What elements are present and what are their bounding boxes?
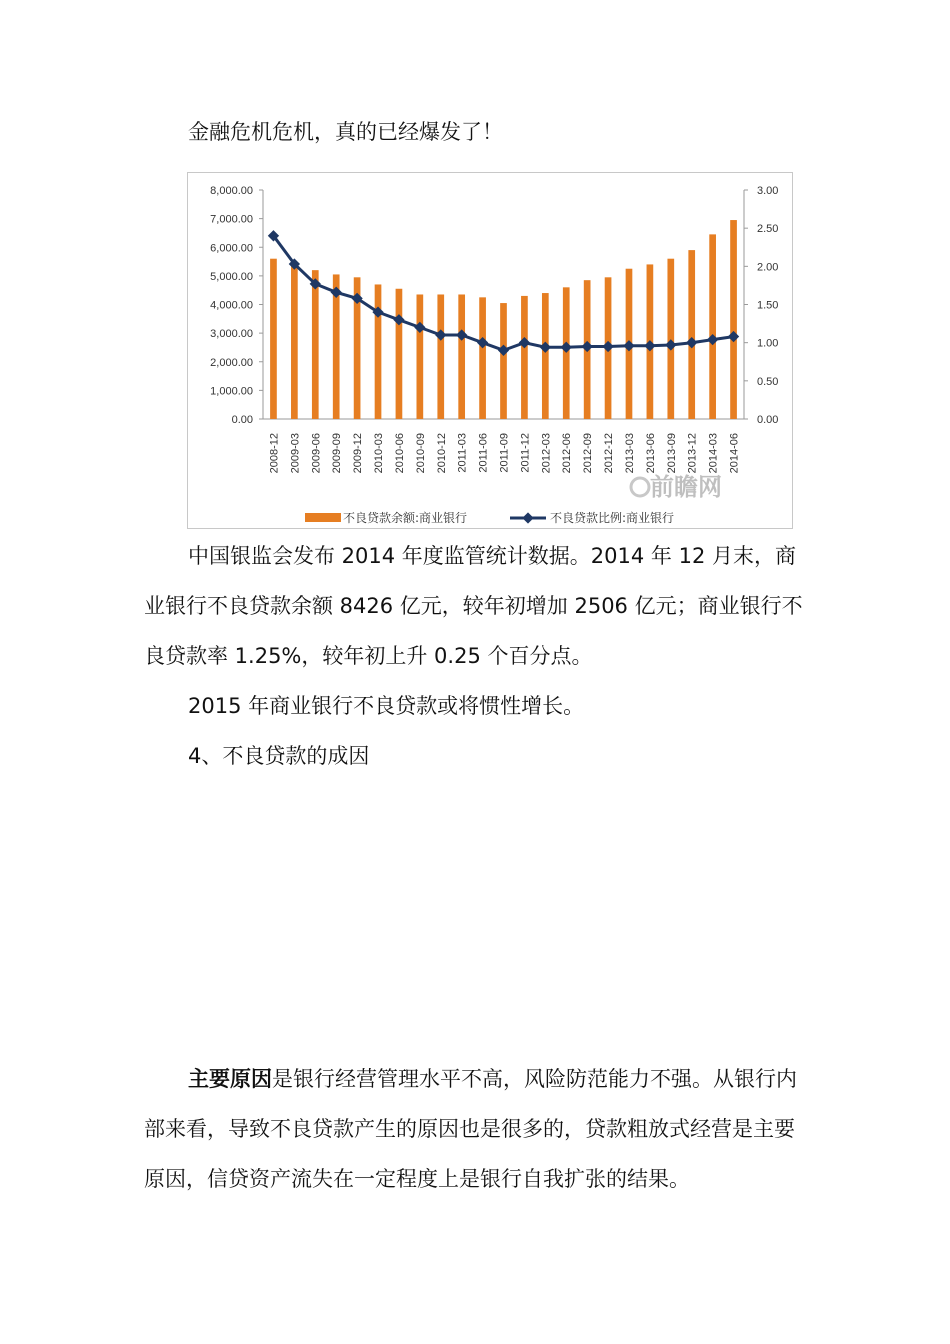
paragraph-forecast: 2015 年商业银行不良贷款或将惯性增长。 (188, 694, 585, 718)
line-point-npl-ratio (686, 337, 697, 348)
npl-chart (187, 172, 793, 529)
right-axis-tick-label: 0.50 (757, 375, 779, 388)
bar-npl-balance (437, 294, 444, 419)
x-axis-tick-label: 2014-03 (707, 433, 720, 474)
paragraph-statistics: 中国银监会发布 2014 年度监管统计数据。2014 年 12 月末，商业银行不良贷款余额 8426 亿元，较年初增加 2506 亿元；商业银行不良贷款率 1.25%，较年初上升 0.25 个百分点。 (144, 544, 803, 668)
x-axis-tick-label: 2011-09 (498, 433, 511, 473)
x-axis-tick-label: 2011-03 (456, 433, 469, 473)
line-point-npl-ratio (456, 329, 467, 340)
x-axis-tick-label: 2013-03 (623, 433, 636, 474)
watermark-logo (631, 478, 649, 496)
bar-npl-balance (479, 297, 486, 419)
watermark-text: 前瞻网 (650, 473, 722, 501)
right-axis-tick-label: 1.50 (757, 299, 779, 312)
x-axis-tick-label: 2013-12 (686, 433, 699, 474)
bar-npl-balance (542, 293, 549, 419)
npl-chart-svg (188, 173, 794, 530)
line-point-npl-ratio (728, 331, 739, 342)
line-point-npl-ratio (331, 287, 342, 298)
bar-npl-balance (417, 294, 424, 419)
x-axis-tick-label: 2012-03 (540, 433, 553, 474)
bar-npl-balance (270, 259, 277, 419)
line-point-npl-ratio (561, 342, 572, 353)
line-point-npl-ratio (393, 314, 404, 325)
x-axis-tick-label: 2010-03 (373, 433, 386, 474)
bar-npl-balance (730, 220, 737, 419)
right-axis-tick-label: 2.50 (757, 223, 779, 236)
line-point-npl-ratio (519, 337, 530, 348)
x-axis-tick-label: 2010-06 (393, 433, 406, 474)
x-axis-tick-label: 2013-06 (644, 433, 657, 474)
bar-npl-balance (312, 270, 319, 419)
bar-npl-balance (563, 287, 570, 419)
x-axis-tick-label: 2010-12 (435, 433, 448, 474)
left-axis-tick-label: 6,000.00 (210, 242, 253, 255)
x-axis-tick-label: 2009-12 (352, 433, 365, 474)
line-point-npl-ratio (498, 345, 509, 356)
left-axis-tick-label: 0.00 (231, 414, 253, 426)
paragraph-main-reason (144, 1054, 808, 1204)
legend-swatch-bar (305, 513, 341, 522)
left-axis-tick-label: 5,000.00 (210, 270, 253, 283)
left-axis-tick-label: 8,000.00 (210, 185, 253, 197)
bar-npl-balance (667, 259, 674, 419)
bar-npl-balance (375, 284, 382, 419)
line-point-npl-ratio (477, 337, 488, 348)
right-axis-tick-label: 3.00 (757, 185, 779, 197)
x-axis-tick-label: 2012-06 (561, 433, 574, 474)
line-point-npl-ratio (665, 339, 676, 350)
bar-npl-balance (500, 303, 507, 419)
left-axis-tick-label: 1,000.00 (210, 385, 253, 398)
x-axis-tick-label: 2012-12 (603, 433, 616, 474)
x-axis-tick-label: 2013-09 (665, 433, 678, 474)
x-axis-tick-label: 2014-06 (728, 433, 741, 474)
line-point-npl-ratio (435, 329, 446, 340)
bar-npl-balance (688, 250, 695, 419)
bar-npl-balance (521, 296, 528, 419)
x-axis-tick-label: 2012-09 (582, 433, 595, 474)
legend-swatch-marker (522, 512, 533, 523)
line-point-npl-ratio (581, 341, 592, 352)
main-reason-bold: 主要原因 (188, 1067, 272, 1091)
right-axis-tick-label: 0.00 (757, 414, 779, 426)
intro-text: 金融危机危机，真的已经爆发了！ (188, 120, 503, 144)
section-heading-causes: 4、不良贷款的成因 (188, 744, 370, 768)
right-axis-tick-label: 2.00 (757, 261, 779, 274)
line-point-npl-ratio (707, 334, 718, 345)
left-axis-tick-label: 4,000.00 (210, 299, 253, 312)
left-axis-tick-label: 7,000.00 (210, 213, 253, 226)
main-reason-text: 是银行经营管理水平不高，风险防范能力不强。从银行内部来看，导致不良贷款产生的原因也是很多的，贷款粗放式经营是主要原因，信贷资产流失在一定程度上是银行自我扩张的结果。 (144, 1067, 797, 1191)
left-axis-tick-label: 3,000.00 (210, 328, 253, 341)
line-point-npl-ratio (644, 340, 655, 351)
line-point-npl-ratio (602, 341, 613, 352)
right-axis-tick-label: 1.00 (757, 337, 779, 350)
bar-npl-balance (291, 264, 298, 419)
line-point-npl-ratio (414, 322, 425, 333)
legend-label-line: 不良贷款比例:商业银行 (550, 511, 675, 525)
line-point-npl-ratio (623, 340, 634, 351)
left-axis-tick-label: 2,000.00 (210, 356, 253, 369)
x-axis-tick-label: 2010-09 (414, 433, 427, 474)
x-axis-tick-label: 2009-09 (331, 433, 344, 474)
legend-label-bar: 不良贷款余额:商业银行 (343, 511, 468, 525)
x-axis-tick-label: 2011-12 (519, 433, 532, 473)
bar-npl-balance (709, 234, 716, 419)
x-axis-tick-label: 2008-12 (268, 433, 281, 474)
line-point-npl-ratio (540, 342, 551, 353)
bar-npl-balance (458, 294, 465, 419)
bar-npl-balance (396, 289, 403, 419)
x-axis-tick-label: 2009-06 (310, 433, 323, 474)
x-axis-tick-label: 2009-03 (289, 433, 302, 474)
x-axis-tick-label: 2011-06 (477, 433, 490, 473)
